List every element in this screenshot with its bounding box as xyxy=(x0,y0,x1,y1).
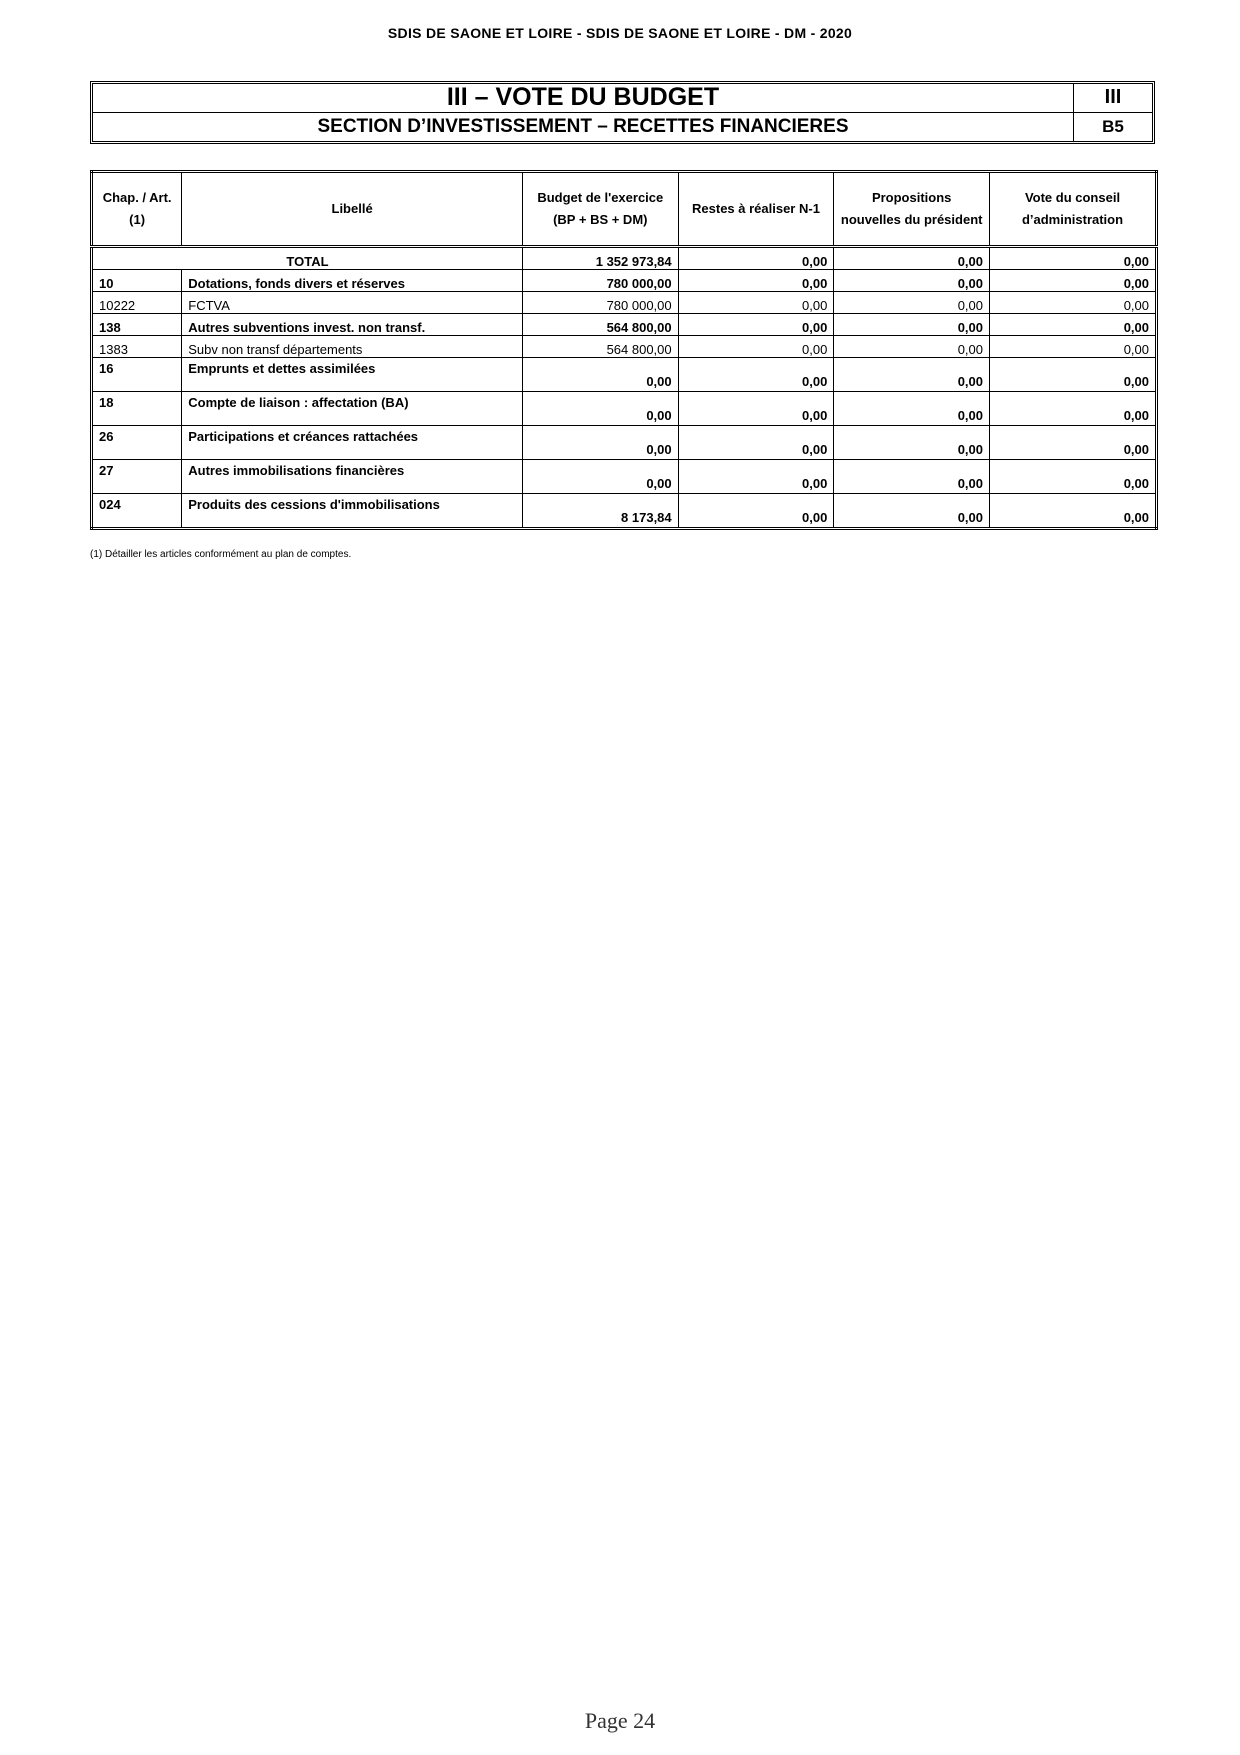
table-row xyxy=(92,460,1157,494)
row-propositions: 0,00 xyxy=(834,314,990,336)
row-code: 16 xyxy=(92,358,182,392)
row-vote: 0,00 xyxy=(990,426,1157,460)
header-budget: Budget de l'exercice (BP + BS + DM) xyxy=(522,172,678,247)
row-label: Dotations, fonds divers et réserves xyxy=(182,270,523,292)
row-code: 138 xyxy=(92,314,182,336)
row-budget: 0,00 xyxy=(522,392,678,426)
row-vote: 0,00 xyxy=(990,494,1157,529)
table-row xyxy=(92,392,1157,426)
row-restes: 0,00 xyxy=(678,292,834,314)
row-propositions: 0,00 xyxy=(834,358,990,392)
row-propositions: 0,00 xyxy=(834,292,990,314)
row-label: Participations et créances rattachées xyxy=(182,426,523,460)
row-propositions: 0,00 xyxy=(834,460,990,494)
header-vote: Vote du conseil d’administration xyxy=(990,172,1157,247)
row-vote: 0,00 xyxy=(990,358,1157,392)
table-row xyxy=(92,336,1157,358)
row-label: Autres subventions invest. non transf. xyxy=(182,314,523,336)
total-restes: 0,00 xyxy=(678,247,834,270)
section-title: SECTION D’INVESTISSEMENT – RECETTES FINANCIERES xyxy=(93,113,1074,142)
row-propositions: 0,00 xyxy=(834,392,990,426)
row-vote: 0,00 xyxy=(990,336,1157,358)
header-chap: Chap. / Art. (1) xyxy=(92,172,182,247)
budget-table xyxy=(90,170,1158,530)
row-propositions: 0,00 xyxy=(834,336,990,358)
row-vote: 0,00 xyxy=(990,292,1157,314)
title-row-main xyxy=(93,84,1152,113)
title-row-sub xyxy=(93,113,1152,142)
row-propositions: 0,00 xyxy=(834,270,990,292)
row-budget: 0,00 xyxy=(522,426,678,460)
row-restes: 0,00 xyxy=(678,426,834,460)
row-code: 10 xyxy=(92,270,182,292)
row-label: Produits des cessions d'immobilisations xyxy=(182,494,523,529)
page-header: SDIS DE SAONE ET LOIRE - SDIS DE SAONE ET LOIRE - DM - 2020 xyxy=(387,25,853,41)
row-budget: 564 800,00 xyxy=(522,314,678,336)
row-restes: 0,00 xyxy=(678,460,834,494)
row-restes: 0,00 xyxy=(678,336,834,358)
table-row-total xyxy=(92,247,1157,270)
row-code: 18 xyxy=(92,392,182,426)
row-code: 27 xyxy=(92,460,182,494)
row-vote: 0,00 xyxy=(990,270,1157,292)
header-restes: Restes à réaliser N-1 xyxy=(678,172,834,247)
row-budget: 0,00 xyxy=(522,358,678,392)
row-code: 10222 xyxy=(92,292,182,314)
row-code: 1383 xyxy=(92,336,182,358)
row-propositions: 0,00 xyxy=(834,494,990,529)
row-restes: 0,00 xyxy=(678,270,834,292)
header-propositions: Propositions nouvelles du président xyxy=(834,172,990,247)
table-row xyxy=(92,314,1157,336)
row-propositions: 0,00 xyxy=(834,426,990,460)
row-label: Subv non transf départements xyxy=(182,336,523,358)
title-box xyxy=(90,81,1155,144)
row-label: Autres immobilisations financières xyxy=(182,460,523,494)
total-propositions: 0,00 xyxy=(834,247,990,270)
page-number: Page 24 xyxy=(584,1708,656,1733)
row-code: 26 xyxy=(92,426,182,460)
table-row xyxy=(92,358,1157,392)
row-budget: 564 800,00 xyxy=(522,336,678,358)
row-budget: 8 173,84 xyxy=(522,494,678,529)
row-vote: 0,00 xyxy=(990,314,1157,336)
table-row xyxy=(92,292,1157,314)
row-restes: 0,00 xyxy=(678,494,834,529)
total-budget: 1 352 973,84 xyxy=(522,247,678,270)
section-code: B5 xyxy=(1102,116,1124,136)
row-label: Compte de liaison : affectation (BA) xyxy=(182,392,523,426)
total-label: TOTAL xyxy=(92,247,523,270)
page-title: III – VOTE DU BUDGET xyxy=(93,84,1074,112)
row-vote: 0,00 xyxy=(990,460,1157,494)
table-header-row xyxy=(92,172,1157,247)
footnote: (1) Détailler les articles conformément au plan de comptes. xyxy=(90,549,352,560)
header-libelle: Libellé xyxy=(182,172,523,247)
row-budget: 780 000,00 xyxy=(522,270,678,292)
row-vote: 0,00 xyxy=(990,392,1157,426)
row-restes: 0,00 xyxy=(678,358,834,392)
title-code: III xyxy=(1104,86,1122,109)
row-label: Emprunts et dettes assimilées xyxy=(182,358,523,392)
row-budget: 780 000,00 xyxy=(522,292,678,314)
table-row xyxy=(92,270,1157,292)
table-row xyxy=(92,494,1157,529)
row-restes: 0,00 xyxy=(678,392,834,426)
row-budget: 0,00 xyxy=(522,460,678,494)
total-vote: 0,00 xyxy=(990,247,1157,270)
row-code: 024 xyxy=(92,494,182,529)
row-restes: 0,00 xyxy=(678,314,834,336)
table-row xyxy=(92,426,1157,460)
row-label: FCTVA xyxy=(182,292,523,314)
